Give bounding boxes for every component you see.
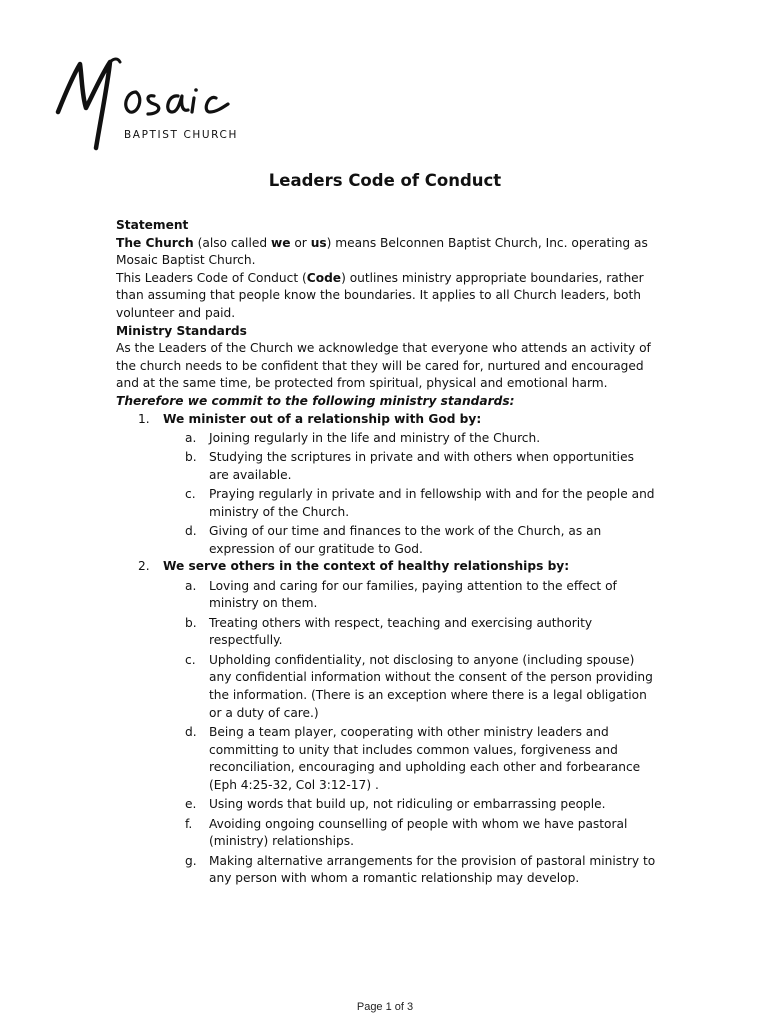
list-item: f. Avoiding ongoing counselling of people with whom we have pastoral (ministry) relationships. [185, 816, 628, 849]
church-logo [52, 52, 252, 156]
standards-list [116, 411, 656, 888]
list-item: g. Making alternative arrangements for the provision of pastoral ministry to any person with whom a romantic relationship may develop. [185, 853, 656, 886]
document-body [116, 217, 656, 888]
list-item: c. Upholding confidentiality, not disclosing to anyone (including spouse) any confidential information without the consent of the person providing the information. (There is an exception where there is a legal obligation or a duty of care.) [185, 652, 653, 720]
standard-item-1: 1. We minister out of a relationship with God by: a. Joining regularly in the life and ministry of the Church. b. Studying the scriptures in private and with others when opportunities are available. c. Praying regularly in private and in fellowship with and for the people and ministry of the Church. d. Giving of our time and finances to the work of the Church, as an expression of our gratitude to God. [116, 411, 656, 559]
logo-subtitle: BAPTIST CHURCH [124, 129, 238, 141]
list-item: e. Using words that build up, not ridiculing or embarrassing people. [185, 797, 606, 812]
list-item: d. Being a team player, cooperating with other ministry leaders and committing to unity that includes common values, forgiveness and reconciliation, encouraging and upholding each other and forbearance (Eph 4:25-32, Col 3:12-17) . [185, 725, 641, 792]
list-item: b. Treating others with respect, teaching and exercising authority respectfully. [185, 615, 593, 648]
standards-heading: Ministry Standards [116, 323, 247, 338]
list-item: c. Praying regularly in private and in fellowship with and for the people and ministry of the Church. [185, 487, 655, 519]
list-item: b. Studying the scriptures in private and with others when opportunities are available. [185, 450, 634, 482]
standard-2-sublist [163, 578, 656, 888]
statement-heading: Statement [116, 218, 189, 232]
list-item: a. Loving and caring for our families, paying attention to the effect of ministry on them. [185, 578, 617, 611]
standard-item-2: 2. We serve others in the context of healthy relationships by: a. Loving and caring for our families, paying attention to the effect of ministry on them. b. Treating others with respect, teaching and exercising authority respectfully. c. Upholding confidentiality, not disclosing to anyone (including spouse) any confidential information without the consent of the person providing the information. (There is an exception where there is a legal obligation or a duty of care.) d. Being a team player, cooperating with other ministry leaders and committing to unity that includes common values, forgiveness and reconciliation, encouraging and upholding each other and forbearance (Eph 4:25-32, Col 3:12-17) . e. Using words that build up, not ridiculing or embarrassing people. f. Avoiding ongoing counselling of people with whom we have pastoral (ministry) relationships. g. Making alternative arrangements for the provision of pastoral ministry to any person with whom a romantic relationship may develop. [116, 558, 656, 887]
standard-1-sublist [163, 430, 656, 559]
page-title: Leaders Code of Conduct [268, 171, 502, 190]
page-number: Page 1 of 3 [356, 1001, 414, 1013]
standards-intro: As the Leaders of the Church we acknowledge that everyone who attends an activity of the church needs to be confident that they will be cared for, nurtured and encouraged and at the same time, be protected from spiritual, physical and emotional harm. Therefore we commit to the following ministry standards: [116, 341, 651, 408]
statement-paragraph-2: This Leaders Code of Conduct (Code) outlines ministry appropriate boundaries, rather than assuming that people know the boundaries. It applies to all Church leaders, both volunteer and paid. [116, 270, 644, 320]
list-item: d. Giving of our time and finances to the work of the Church, as an expression of our gratitude to God. [185, 524, 602, 556]
statement-paragraph-1: The Church (also called we or us) means Belconnen Baptist Church, Inc. operating as Mosaic Baptist Church. [116, 235, 648, 268]
list-item: a. Joining regularly in the life and ministry of the Church. [185, 430, 541, 445]
